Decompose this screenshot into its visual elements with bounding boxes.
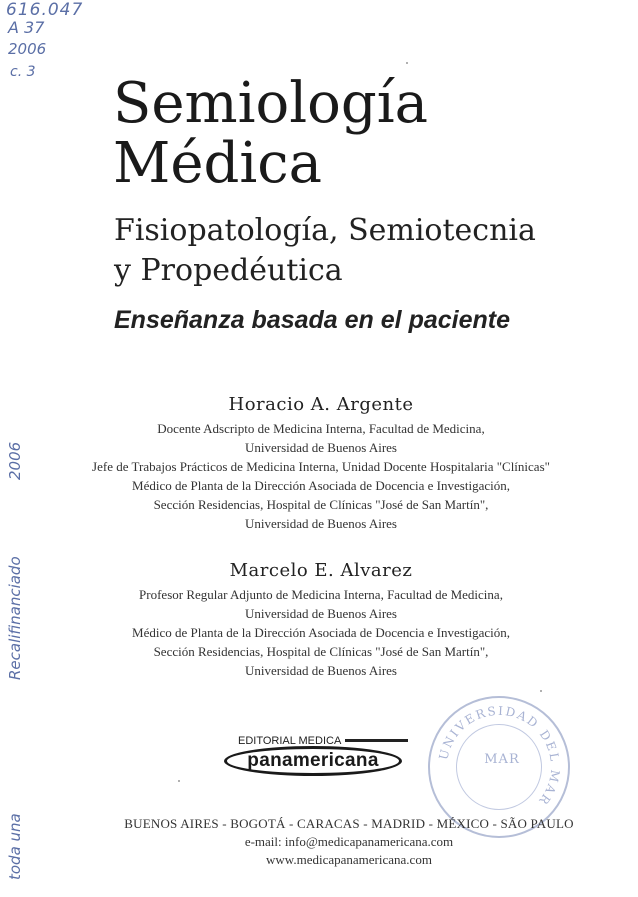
margin-note-year: 2006 xyxy=(6,441,24,480)
author-name: Horacio A. Argente xyxy=(228,394,414,415)
author-affiliation: Universidad de Buenos Aires xyxy=(244,606,397,621)
publisher-label-text: EDITORIAL MEDICA xyxy=(238,734,342,747)
handwritten-copy: c. 3 xyxy=(10,64,36,80)
scan-speck xyxy=(178,780,180,782)
margin-note-funding: Recalifinanciado xyxy=(6,556,24,680)
margin-note-bottom: toda una xyxy=(6,813,24,880)
publisher-logo xyxy=(224,734,408,782)
handwritten-year: 2006 xyxy=(8,40,47,58)
author-affiliation: Jefe de Trabajos Prácticos de Medicina Interna, Unidad Docente Hospitalaria "Clínicas" xyxy=(92,459,550,474)
author-block-1 xyxy=(2,394,638,533)
publisher-oval xyxy=(224,746,402,776)
stamp-inner-circle xyxy=(456,724,542,810)
book-tagline: Enseñanza basada en el paciente xyxy=(114,306,510,334)
author-affiliation: Médico de Planta de la Dirección Asociada de Docencia e Investigación, xyxy=(132,478,510,493)
author-name: Marcelo E. Alvarez xyxy=(229,560,413,581)
scan-speck xyxy=(406,62,408,64)
handwritten-cutter: A 37 xyxy=(8,18,45,37)
handwritten-call-number: 616.047 xyxy=(6,0,84,20)
author-affiliation: Sección Residencias, Hospital de Clínicas "José de San Martín", xyxy=(153,644,489,659)
publisher-name: panamericana xyxy=(247,750,379,771)
stamp-center-text: MAR xyxy=(484,752,520,767)
publisher-website: www.medicapanamericana.com xyxy=(266,852,432,867)
author-affiliation: Docente Adscripto de Medicina Interna, Facultad de Medicina, xyxy=(157,421,485,436)
author-affiliation: Universidad de Buenos Aires xyxy=(244,516,397,531)
author-affiliation: Médico de Planta de la Dirección Asociada de Docencia e Investigación, xyxy=(132,625,510,640)
stamp-ring-label: UNIVERSIDAD DEL MAR xyxy=(436,703,563,809)
author-affiliation: Sección Residencias, Hospital de Clínicas "José de San Martín", xyxy=(153,497,489,512)
author-affiliation: Universidad de Buenos Aires xyxy=(244,663,397,678)
publisher-email: e-mail: info@medicapanamericana.com xyxy=(244,834,454,849)
book-subtitle-line-1: Fisiopatología, Semiotecnia xyxy=(114,213,536,248)
author-affiliation: Universidad de Buenos Aires xyxy=(244,440,397,455)
book-title-line-2: Médica xyxy=(113,131,322,196)
book-title-line-1: Semiología xyxy=(113,71,428,136)
book-subtitle-line-2: y Propedéutica xyxy=(114,253,343,288)
author-affiliation: Profesor Regular Adjunto de Medicina Interna, Facultad de Medicina, xyxy=(139,587,503,602)
scan-speck xyxy=(540,690,542,692)
author-block-2 xyxy=(2,560,638,680)
publisher-top-label xyxy=(238,734,408,747)
publisher-cities: BUENOS AIRES - BOGOTÁ - CARACAS - MADRID - MÉXICO - SÃO PAULO xyxy=(124,816,574,831)
publisher-rule xyxy=(345,739,408,742)
